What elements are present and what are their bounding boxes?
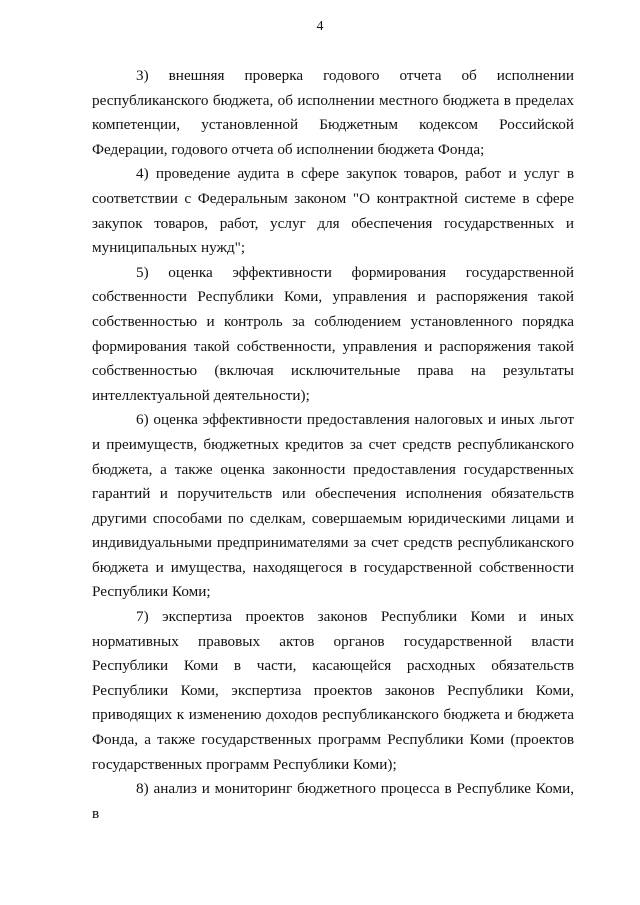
paragraph-item-6: 6) оценка эффективности предоставления налоговых и иных льгот и преимуществ, бюджетных кредитов за счет средств республиканского бюджета, а также оценка законности предоставления государственных гарантий и поручительств или обеспечения исполнения обязательств другими способами по сделкам, совершаемым юридическими лицами и индивидуальными предпринимателями за счет средств республиканского бюджета и имущества, находящегося в государственной собственности Республики Коми;: [92, 411, 574, 601]
paragraph-item-8: 8) анализ и мониторинг бюджетного процесса в Республике Коми, в: [92, 780, 574, 822]
paragraph-item-4: 4) проведение аудита в сфере закупок товаров, работ и услуг в соответствии с Федеральным законом "О контрактной системе в сфере закупок товаров, работ, услуг для обеспечения государственных и муниципальных нужд";: [92, 165, 574, 257]
page-number: 4: [316, 19, 324, 34]
document-body: [92, 64, 574, 826]
paragraph-item-3: 3) внешняя проверка годового отчета об исполнении республиканского бюджета, об исполнении местного бюджета в пределах компетенции, установленной Бюджетным кодексом Российской Федерации, годового отчета об исполнении бюджета Фонда;: [92, 67, 574, 158]
paragraph-item-5: 5) оценка эффективности формирования государственной собственности Республики Коми, управления и распоряжения такой собственностью и контроль за соблюдением установленного порядка формирования такой собственности, управления и распоряжения такой собственностью (включая исключительные права на результаты интеллектуальной деятельности);: [92, 263, 574, 404]
paragraph-item-7: 7) экспертиза проектов законов Республики Коми и иных нормативных правовых актов органов государственной власти Республики Коми в части, касающейся расходных обязательств Республики Коми, экспертиза проектов законов Республики Коми, приводящих к изменению доходов республиканского бюджета и бюджета Фонда, а также государственных программ Республики Коми (проектов государственных программ Республики Коми);: [92, 608, 574, 773]
